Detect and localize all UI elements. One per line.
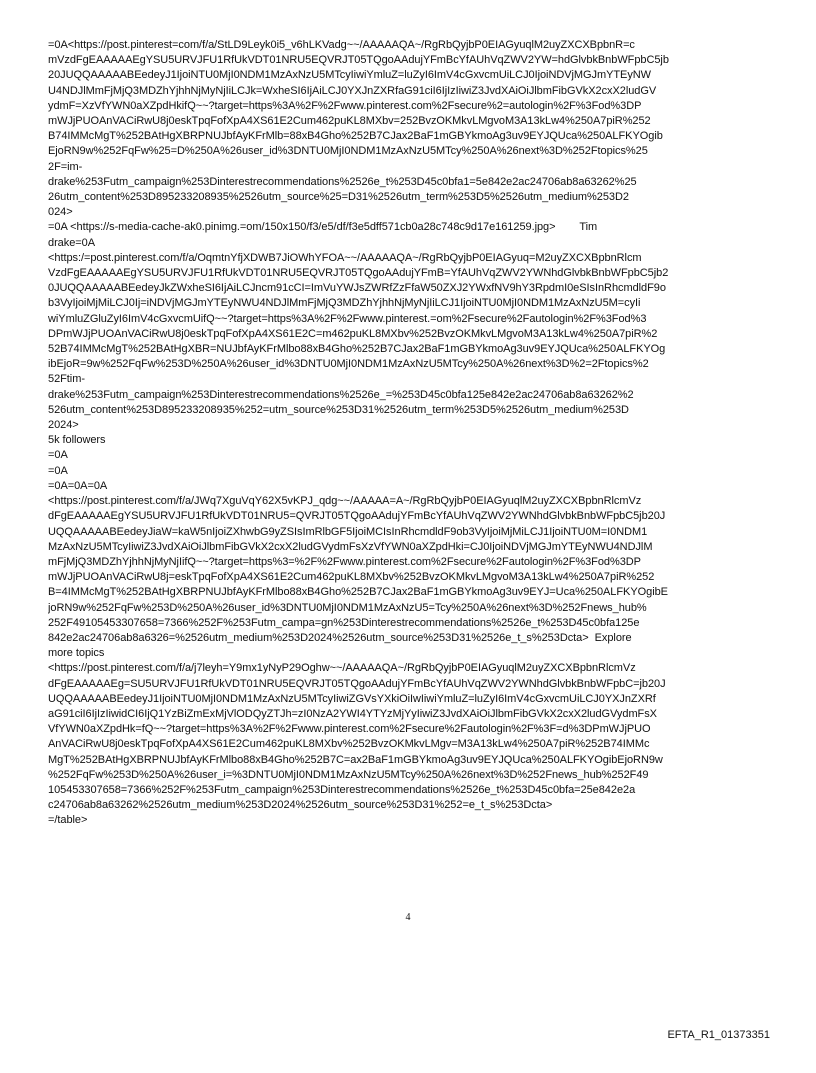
text-line: UQQAAAAABEedeyJ1IjoiNTU0MjI0NDM1MzAxNzU5MTcyIiwiZGVsYXkiOiIwIiwiYmluZ=luZyI6ImV4cGxvcmUiLCJ0YXJnZXRf xyxy=(48,692,656,705)
text-line: 842e2ac24706ab8a6326=%2526utm_medium%253D2024%2526utm_source%253D31%2526e_t_s%253Dcta> Explore xyxy=(48,631,632,644)
text-line: mVzdFgEAAAAAEgYSU5URVJFU1RfUkVDT01NRU5EQVRJT05TQgoAAdujYFmBcYfAUhVqZWV2YW=hdGlvbkBnbWFpbC5jb xyxy=(48,54,669,67)
text-line: dFgEAAAAAEg=SU5URVJFU1RfUkVDT01NRU5EQVRJT05TQgoAAdujYFmBcYfAUhVqZWV2YWNhdGlvbkBnbWFpbC=jb20J xyxy=(48,677,666,690)
text-line: dFgEAAAAAEgYSU5URVJFU1RfUkVDT01NRU5=QVRJT05TQgoAAdujYFmBcYfAUhVqZWV2YWNhdGlvbkBnbWFpbC5jb20J xyxy=(48,510,666,523)
text-line: 52Ftim- xyxy=(48,373,85,386)
text-line: 252F49105453307658=7366%252F%253Futm_campa=gn%253Dinterestrecommendations%2526e_t%253D45c0bfa125e xyxy=(48,616,640,629)
text-line: 2024> xyxy=(48,419,79,432)
text-line: MzAxNzU5MTcyIiwiZ3JvdXAiOiJlbmFibGVkX2cxX2ludGVydmFsXzVfYWN0aXZpdHki=CJ0IjoiNDVjMGJmYTEyNWU4NDJlM xyxy=(48,540,653,553)
text-line: EjoRN9w%252FqFw%25=D%250A%26user_id%3DNTU0MjI0NDM1MzAxNzU5MTcy%250A%26next%3D%252Ftopics%25 xyxy=(48,145,648,158)
text-line: B=4IMMcMgT%252BAtHgXBRPNUJbfAyKFrMlbo88xB4Gho%252B7CJax2BaF1mGBYkmoAg3uv9EYJ=Uca%250ALFKYOgibE xyxy=(48,586,668,599)
text-line: 0JUQQAAAAABEedeyJkZWxheSI6IjAiLCJncm91cCI=ImVuYWJsZWRfZzFfaW50ZXJ2YWxfNV9hY3RpdmI0eSIsInRhcmdldF9o xyxy=(48,282,666,295)
text-line: 26utm_content%253D895233208935%2526utm_source%25=D31%2526utm_term%253D5%2526utm_medium%253D2 xyxy=(48,191,629,204)
text-line: mWJjPUOAnVACiRwU8j=eskTpqFofXpA4XS61E2Cum462puKL8MXbv%252BvzOKMkvLMgvoM3A13kLw4%250A7piR%252 xyxy=(48,571,655,584)
text-line: 20JUQQAAAAABEedeyJ1IjoiNTU0MjI0NDM1MzAxNzU5MTcyIiwiYmluZ=luZyI6ImV4cGxvcmUiLCJ0IjoiNDVjMGJmYTEyNW xyxy=(48,69,652,82)
text-line: 105453307658=7366%252F%253Futm_campaign%253Dinterestrecommendations%2526e_t%253D45c0bfa=25e842e2a xyxy=(48,783,636,796)
text-line: <https:/=post.pinterest.com/f/a/OqmtnYfjXDWB7JiOWhYFOA~~/AAAAAQA~/RgRbQyjbP0EIAGyuq=M2uyZXCXBpbnRlcm xyxy=(48,251,642,264)
text-line: =0A xyxy=(48,464,68,477)
text-line: joRN9w%252FqFw%253D%250A%26user_id%3DNTU0MjI0NDM1MzAxNzU5=Tcy%250A%26next%3D%252Fnews_hub% xyxy=(48,601,647,614)
text-line: wiYmluZGluZyI6ImV4cGxvcmUifQ~~?target=https%3A%2F%2Fwww.pinterest.=om%2Fsecure%2Fautologin%2F%3Fod%3 xyxy=(48,312,647,325)
text-line: 024> xyxy=(48,206,73,219)
text-line: more topics xyxy=(48,647,105,660)
text-line: B74IMMcMgT%252BAtHgXBRPNUJbfAyKFrMlb=88xB4Gho%252B7CJax2BaF1mGBYkmoAg3uv9EYJQUca%250ALFKYOgib xyxy=(48,130,663,143)
text-line: ydmF=XzVfYWN0aXZpdHkifQ~~?target=https%3A%2F%2Fwww.pinterest.com%2Fsecure%2=autologin%2F%3Fod%3DP xyxy=(48,99,642,112)
text-line: drake%253Futm_campaign%253Dinterestrecommendations%2526e_=%253D45c0bfa125e842e2ac24706ab8a63262%2 xyxy=(48,388,634,401)
bates-number: EFTA_R1_01373351 xyxy=(667,1029,770,1041)
text-line: drake%253Futm_campaign%253Dinterestrecommendations%2526e_t%253D45c0bfa1=5e842e2ac24706ab8a63262%25 xyxy=(48,175,637,188)
email-source-text xyxy=(48,38,770,829)
text-line: <https://post.pinterest.com/f/a/JWq7XguVqY62X5vKPJ_qdg~~/AAAAA=A~/RgRbQyjbP0EIAGyuqlM2uyZXCXBpbnRlcmVz xyxy=(48,495,642,508)
text-line: ibEjoR=9w%252FqFw%253D%250A%26user_id%3DNTU0MjI0NDM1MzAxNzU5MTcy%250A%26next%3D%2=2Ftopics%2 xyxy=(48,358,649,371)
text-line: =0A xyxy=(48,449,68,462)
text-line: =0A<https://post.pinterest=com/f/a/StLD9Leyk0i5_v6hLKVadg~~/AAAAAQA~/RgRbQyjbP0EIAGyuqlM2uyZXCXBpbnR=c xyxy=(48,39,635,51)
text-line: mFjMjQ3MDZhYjhhNjMyNjIifQ~~?target=https%3=%2F%2Fwww.pinterest.com%2Fsecure%2Fautologin%2F%3Fod%3DP xyxy=(48,555,641,568)
text-line: VzdFgEAAAAAEgYSU5URVJFU1RfUkVDT01NRU5EQVRJT05TQgoAAdujYFmB=YfAUhVqZWV2YWNhdGlvbkBnbWFpbC5jb2 xyxy=(48,267,669,280)
text-line: UQQAAAAABEedeyJiaW=kaW5nIjoiZXhwbG9yZSIsImRlbGF5IjoiMCIsInRhcmdldF9ob3VyIjoiMjMiLCJ1IjoiNTU0M=I0NDM1 xyxy=(48,525,648,538)
text-line: 526utm_content%253D895233208935%252=utm_source%253D31%2526utm_term%253D5%2526utm_medium%253D xyxy=(48,403,629,416)
text-line: =0A=0A=0A xyxy=(48,479,108,492)
text-line: %252FqFw%253D%250A%26user_i=%3DNTU0MjI0NDM1MzAxNzU5MTcy%250A%26next%3D%252Fnews_hub%252F49 xyxy=(48,768,649,781)
text-line: b3VyIjoiMjMiLCJ0Ij=iNDVjMGJmYTEyNWU4NDJlMmFjMjQ3MDZhYjhhNjMyNjIiLCJ1IjoiNTU0MjI0NDM1MzAxNzU5M=cyIi xyxy=(48,297,641,310)
text-line: VfYWN0aXZpdHk=fQ~~?target=https%3A%2F%2Fwww.pinterest.com%2Fsecure%2Fautologin%2F%3F=d%3DPmWJjPUO xyxy=(48,723,651,736)
text-line: aG91ciI6IjIzIiwidCI6IjQ1YzBiZmExMjVlODQyZTJh=zI0NzA2YWI4YTYzMjYyIiwiZ3JvdXAiOiJlbmFibGVkX2cxX2ludGVydmFsX xyxy=(48,707,657,720)
text-line: <https://post.pinterest.com/f/a/j7leyh=Y9mx1yNyP29Oghw~~/AAAAAQA~/RgRbQyjbP0EIAGyuqlM2uyZXCXBpbnRlcmVz xyxy=(48,662,636,675)
page-number: 4 xyxy=(405,912,411,923)
text-line: 2F=im- xyxy=(48,160,83,173)
text-line: MgT%252BAtHgXBRPNUJbfAyKFrMlbo88xB4Gho%252B7C=ax2BaF1mGBYkmoAg3uv9EYJQUca%250ALFKYOgibEjoRN9w xyxy=(48,753,663,766)
text-line: U4NDJlMmFjMjQ3MDZhYjhhNjMyNjIiLCJk=WxheSI6IjAiLCJ0YXJnZXRfaG91ciI6IjIzIiwiZ3JvdXAiOiJlbmFibGVkX2cxX2ludGV xyxy=(48,84,657,97)
text-line: mWJjPUOAnVACiRwU8j0eskTpqFofXpA4XS61E2Cum462puKL8MXbv=252BvzOKMkvLMgvoM3A13kLw4%250A7piR%252 xyxy=(48,115,651,128)
text-line: =/table> xyxy=(48,814,88,827)
text-line: AnVACiRwU8j0eskTpqFofXpA4XS61E2Cum462puKL8MXbv%252BvzOKMkvLMgv=M3A13kLw4%250A7piR%252B74IMMc xyxy=(48,738,650,751)
text-line: =0A <https://s-media-cache-ak0.pinimg.=om/150x150/f3/e5/df/f3e5dff571cb0a28c748c9d17e161259.jpg> Tim xyxy=(48,221,598,234)
text-line: 52B74IMMcMgT%252BAtHgXBR=NUJbfAyKFrMlbo88xB4Gho%252B7CJax2BaF1mGBYkmoAg3uv9EYJQUca%250ALFKYOg xyxy=(48,343,666,356)
text-line: DPmWJjPUOAnVACiRwU8j0eskTpqFofXpA4XS61E2C=m462puKL8MXbv%252BvzOKMkvLMgvoM3A13kLw4%250A7piR%2 xyxy=(48,327,658,340)
text-line: 5k followers xyxy=(48,434,106,447)
text-line: drake=0A xyxy=(48,236,95,249)
text-line: c24706ab8a63262%2526utm_medium%253D2024%2526utm_source%253D31%252=e_t_s%253Dcta> xyxy=(48,799,553,812)
